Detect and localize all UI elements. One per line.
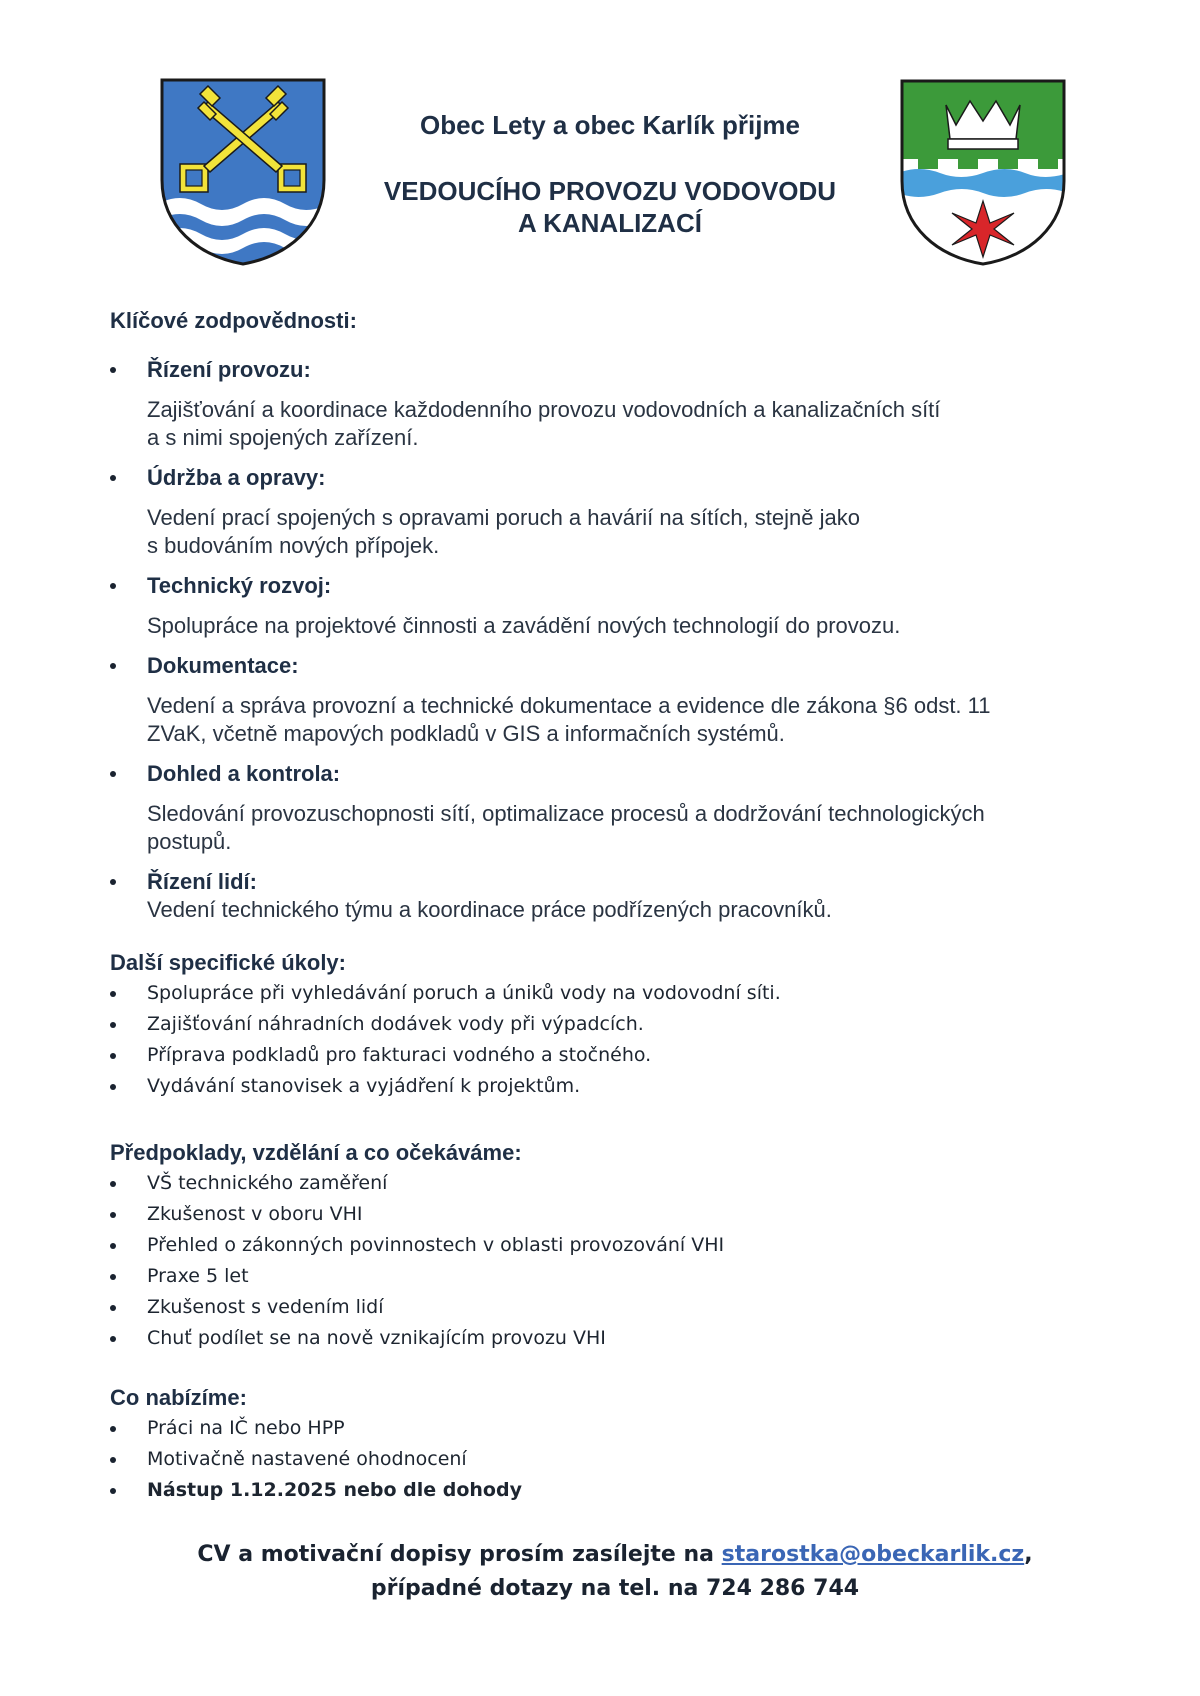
item-text: Vedení a správa provozní a technické dokumentace a evidence dle zákona §6 odst. 11 [147,693,991,718]
item-text: Vedení prací spojených s opravami poruch a havárií na sítích, stejně jako [147,505,860,530]
item-text: a s nimi spojených zařízení. [147,425,419,450]
item-title: Dohled a kontrola: [147,761,341,786]
requirements-list [110,1168,1120,1354]
item-text: ZVaK, včetně mapových podkladů v GIS a informačních systémů. [147,721,785,746]
list-item: Vydávání stanovisek a vyjádření k projektům. [110,1071,1120,1102]
list-item: Zajišťování náhradních dodávek vody při výpadcích. [110,1009,1120,1040]
title-line-1: VEDOUCÍHO PROVOZU VODOVODU [383,176,837,206]
section-heading: Další specifické úkoly: [110,950,346,975]
list-item: Motivačně nastavené ohodnocení [110,1444,1120,1475]
list-item [110,868,1120,924]
list-item: Chuť podílet se na nově vznikajícím provozu VHI [110,1323,1120,1354]
list-item [110,572,1120,640]
offer-list [110,1413,1120,1506]
list-item: Spolupráce při vyhledávání poruch a úniků vody na vodovodní síti. [110,978,1120,1009]
contact-line-1 [110,1538,1120,1572]
item-title: Řízení provozu: [147,357,311,382]
org-line: Obec Lety a obec Karlík přijme [419,110,801,140]
item-text: Sledování provozuschopnosti sítí, optimalizace procesů a dodržování technologických [147,801,985,826]
item-text: s budováním nových přípojek. [147,533,440,558]
item-title: Údržba a opravy: [147,465,326,490]
requirements-section [110,1140,1120,1354]
item-text: postupů. [147,829,232,854]
list-item: Zkušenost s vedením lidí [110,1292,1120,1323]
responsibilities-list [110,356,1120,924]
item-text: Zajišťování a koordinace každodenního provozu vodovodních a kanalizačních sítí [147,397,941,422]
list-item: VŠ technického zaměření [110,1168,1120,1199]
list-item [110,464,1120,560]
title-line-2: A KANALIZACÍ [518,208,702,238]
item-title: Dokumentace: [147,653,299,678]
list-item [110,356,1120,452]
list-item: Přehled o zákonných povinnostech v oblasti provozování VHI [110,1230,1120,1261]
item-title: Technický rozvoj: [147,573,332,598]
item-title: Řízení lidí: [147,869,257,894]
contact-prefix: CV a motivační dopisy prosím zasílejte na [197,1542,714,1567]
contact-footer [110,1538,1120,1606]
email-link[interactable]: starostka@obeckarlik.cz [721,1542,1025,1567]
crown-crest-icon [898,77,1068,268]
page-title [340,175,880,239]
section-heading: Předpoklady, vzdělání a co očekáváme: [110,1140,522,1165]
list-item: Příprava podkladů pro fakturaci vodného a stočného. [110,1040,1120,1071]
tasks-section [110,950,1120,1102]
item-text: Spolupráce na projektové činnosti a zavádění nových technologií do provozu. [147,613,901,638]
section-heading: Klíčové zodpovědnosti: [110,308,357,333]
list-item [110,760,1120,856]
list-item: Praxe 5 let [110,1261,1120,1292]
tasks-list [110,978,1120,1102]
list-item: Práci na IČ nebo HPP [110,1413,1120,1444]
list-item: Nástup 1.12.2025 nebo dle dohody [110,1475,1120,1506]
offer-section [110,1385,1120,1506]
contact-suffix: , [1024,1542,1033,1567]
contact-line-2: případné dotazy na tel. na 724 286 744 [370,1576,860,1601]
item-text: Vedení technického týmu a koordinace práce podřízených pracovníků. [147,897,832,922]
list-item [110,652,1120,748]
keys-crest-icon [158,76,328,268]
section-heading: Co nabízíme: [110,1385,247,1410]
responsibilities-section [110,308,1120,924]
list-item: Zkušenost v oboru VHI [110,1199,1120,1230]
